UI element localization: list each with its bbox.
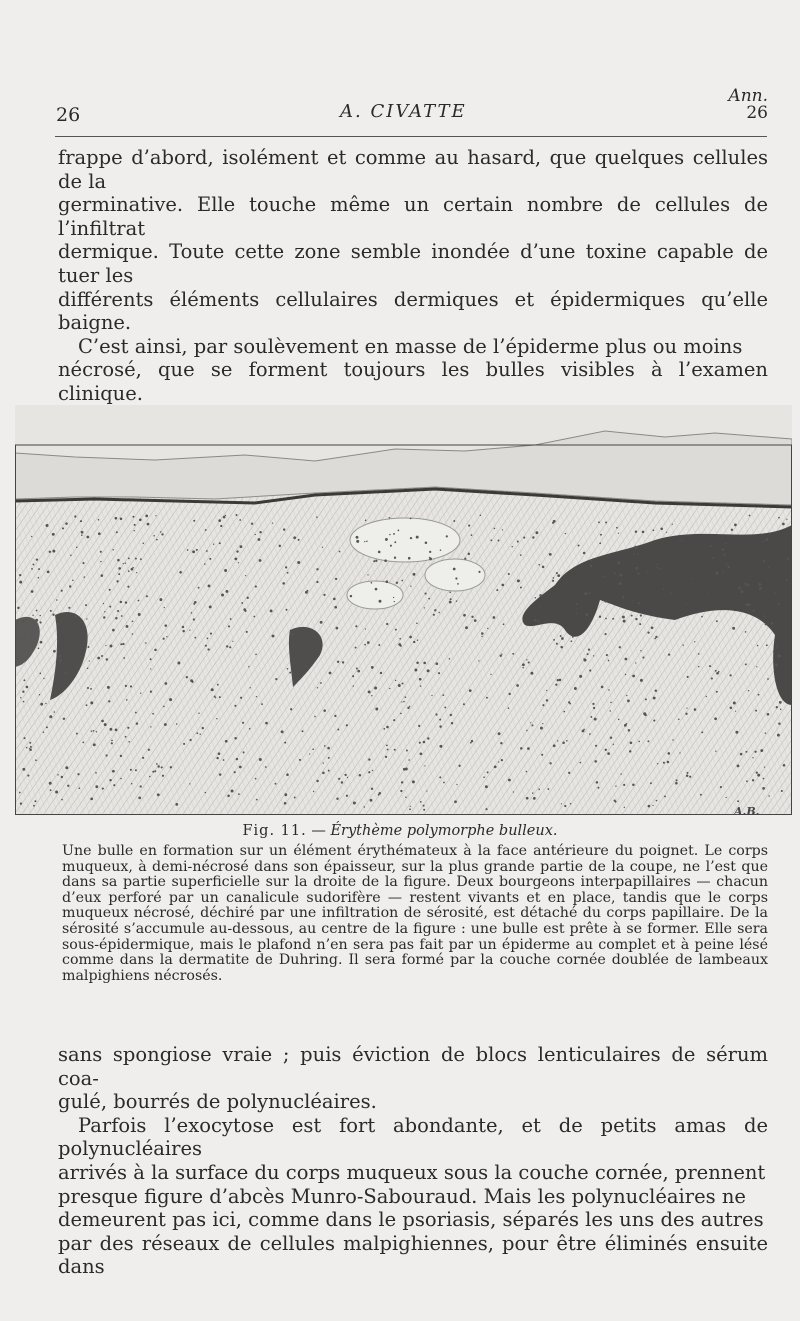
text-line: demeurent pas ici, comme dans le psoriasis, séparés les uns des autres: [58, 1208, 764, 1232]
figure-title: Érythème polymorphe bulleux.: [330, 823, 558, 839]
text-line: par des réseaux de cellules malpighiennes, pour être éliminés ensuite dans: [58, 1231, 768, 1279]
text-line: sans spongiose vraie ; puis éviction de blocs lenticulaires de sérum coa-: [58, 1043, 768, 1090]
running-head-right: Ann.: [728, 86, 768, 106]
text-line: nécrosé, que se forment toujours les bulles visibles à l’examen clinique.: [58, 358, 768, 405]
text-line: arrivés à la surface du corps muqueux sous la couche cornée, prennent: [58, 1160, 766, 1184]
figure-caption: [0, 823, 800, 839]
histology-illustration: [15, 405, 792, 815]
page-number-right: 26: [746, 103, 768, 123]
caption-dash: —: [311, 823, 326, 839]
page-number-left: 26: [56, 104, 81, 126]
text-line: différents éléments cellulaires dermiques et épidermiques qu’elle baigne.: [58, 287, 768, 335]
running-head-author: A. CIVATTE: [340, 101, 467, 122]
text-line: germinative. Elle touche même un certain nombre de cellules de l’infiltrat: [58, 193, 768, 240]
text-line: gulé, bourrés de polynucléaires.: [58, 1090, 377, 1114]
body-text-bottom: [58, 1043, 768, 1279]
text-line: C’est ainsi, par soulèvement en masse de l’épiderme plus ou moins: [78, 334, 743, 358]
figure-legend: Une bulle en formation sur un élément érythémateux à la face antérieure du poignet. Le corps muqueux, à demi-nécrosé dans son épaisseur, sur la plus grande partie de la coupe, ne l’est que dans sa partie superficielle sur la droite de la figure. Deux bourgeons interpapillaires — chacun d’eux perforé par un canalicule sudorifère — restent vivants et en place, tandis que le corps muqueux nécrosé, déchiré par une infiltration de sérosité, est détaché du corps papillaire. De la sérosité s’accumule au-dessous, au centre de la figure : une bulle est prête à se former. Elle sera sous-épidermique, mais le plafond n’en sera pas fait par un épiderme au complet et à peine lésé comme dans la dermatite de Duhring. Il sera formé par la couche cornée doublée de lambeaux malpighiens nécrosés.: [62, 843, 768, 984]
figure-label: Fig. 11.: [242, 823, 307, 839]
text-line: presque figure d’abcès Munro-Sabouraud. Mais les polynucléaires ne: [58, 1184, 746, 1208]
text-line: dermique. Toute cette zone semble inondée d’une toxine capable de tuer les: [58, 240, 768, 287]
illustrator-initials: A.B.: [734, 805, 760, 818]
text-line: Parfois l’exocytose est fort abondante, et de petits amas de polynucléaires: [58, 1113, 768, 1161]
header-rule: [55, 136, 767, 137]
text-line: frappe d’abord, isolément et comme au hasard, que quelques cellules de la: [58, 146, 768, 193]
